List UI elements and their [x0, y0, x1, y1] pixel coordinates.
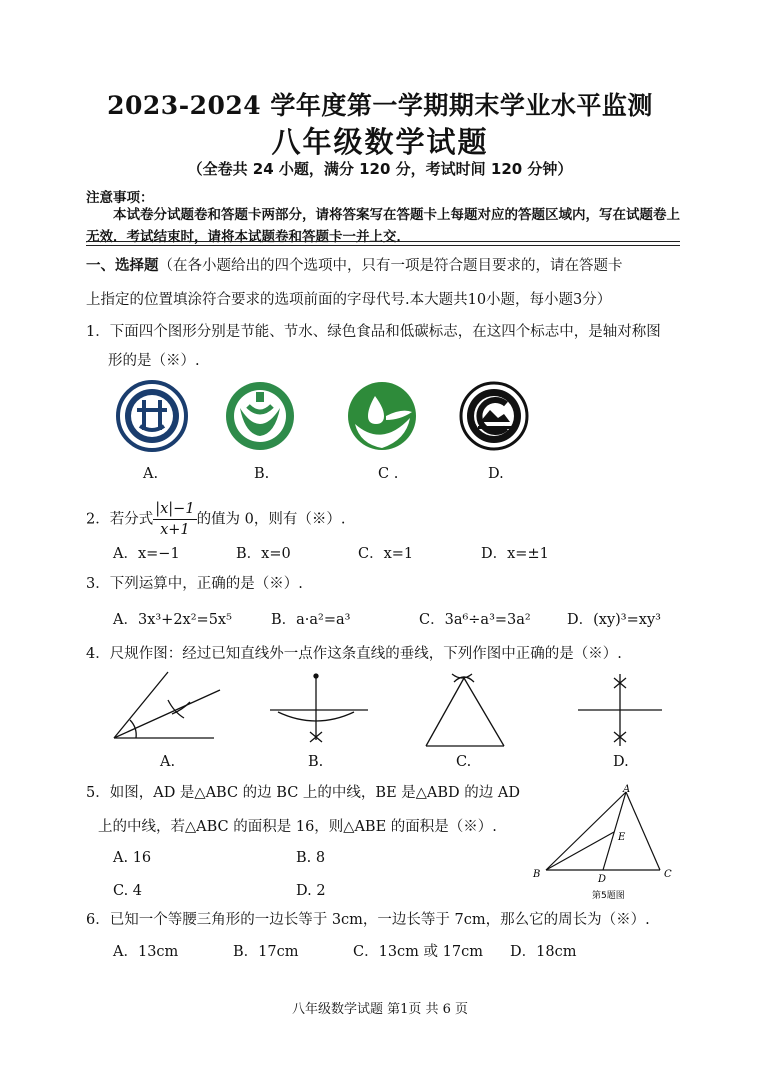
q3-option-c: C．3a⁶÷a³=3a² — [419, 612, 531, 628]
label-a: A — [623, 784, 631, 795]
divider-line — [86, 241, 680, 242]
q4-option-b: B. — [308, 754, 324, 770]
q6-option-a: A．13cm — [113, 944, 179, 960]
q1-option-d: D. — [488, 466, 504, 482]
q4-option-d: D. — [613, 754, 629, 770]
q3-option-b: B．a·a²=a³ — [271, 612, 351, 628]
low-carbon-logo — [461, 383, 527, 449]
exam-title: 2023-2024 学年度第一学期期末学业水平监测 — [107, 91, 653, 120]
q5-option-a: A. 16 — [113, 850, 152, 866]
q2-option-c: C．x=1 — [358, 546, 414, 562]
notice-heading: 注意事项： — [86, 190, 154, 206]
q6-option-b: B．17cm — [233, 944, 299, 960]
q5-figure — [528, 782, 678, 904]
q3-option-d: D．(xy)³=xy³ — [567, 612, 661, 628]
q2-prefix: 2．若分式 — [86, 511, 154, 528]
water-saving-logo — [226, 382, 294, 450]
q1-option-a: A. — [143, 466, 159, 482]
q2-fraction — [153, 499, 196, 540]
q4-option-c: C. — [456, 754, 472, 770]
q2-suffix: 的值为 0，则有（※）. — [196, 511, 346, 528]
q6-stem: 6．已知一个等腰三角形的一边长等于 3cm，一边长等于 7cm，那么它的周长为（※）. — [86, 912, 650, 928]
q6-option-c: C．13cm 或 17cm — [353, 944, 483, 960]
label-d: D — [598, 874, 607, 885]
q2-numerator: |x|−1 — [153, 499, 196, 520]
section-desc-2: 上指定的位置填涂符合要求的选项前面的字母代号.本大题共10小题，每小题3分） — [86, 292, 612, 308]
exam-subject: 八年级数学试题 — [271, 125, 489, 159]
page-footer: 八年级数学试题 第1页 共 6 页 — [291, 1002, 469, 1017]
q5-option-d: D. 2 — [296, 883, 326, 899]
energy-saving-logo — [118, 382, 186, 450]
q2-option-b: B．x=0 — [236, 546, 291, 562]
construction-b — [270, 674, 368, 742]
green-food-logo — [348, 382, 416, 450]
q3-option-a: A．3x³+2x²=5x⁵ — [113, 612, 232, 628]
q1-line2: 形的是（※）. — [108, 353, 200, 369]
label-b: B — [533, 869, 541, 880]
q2-option-a: A．x=−1 — [113, 546, 180, 562]
label-e: E — [618, 832, 626, 843]
q2-denominator: x+1 — [160, 522, 190, 538]
q4-constructions — [106, 668, 676, 752]
divider-line — [86, 245, 680, 246]
label-c: C — [664, 869, 672, 880]
q1-logos — [110, 378, 540, 458]
exam-subtitle: （全卷共 24 小题，满分 120 分，考试时间 120 分钟） — [187, 160, 573, 178]
notice-body: 本试卷分试题卷和答题卡两部分，请将答案写在答题卡上每题对应的答题区域内，写在试题卷上无效．考试结束时，请将本试题卷和答题卡一并上交． — [86, 207, 680, 245]
q2-stem — [86, 499, 346, 540]
q5-line1: 5．如图，AD 是△ABC 的边 BC 上的中线，BE 是△ABD 的边 AD — [86, 785, 520, 801]
section-desc-1: （在各小题给出的四个选项中，只有一项是符合题目要求的，请在答题卡 — [158, 258, 623, 274]
construction-d — [578, 674, 662, 746]
q1-option-b: B. — [254, 466, 270, 482]
figure-caption: 第5题图 — [592, 891, 625, 901]
q1-line1: 1．下面四个图形分别是节能、节水、绿色食品和低碳标志，在这四个标志中，是轴对称图 — [86, 324, 661, 340]
section-name: 一、选择题 — [86, 258, 159, 274]
q5-option-c: C. 4 — [113, 883, 143, 899]
q4-option-a: A. — [160, 754, 176, 770]
q6-option-d: D．18cm — [510, 944, 577, 960]
section-header — [86, 256, 623, 276]
construction-a — [114, 672, 220, 738]
construction-c — [426, 674, 504, 746]
q4-stem: 4．尺规作图：经过已知直线外一点作这条直线的垂线，下列作图中正确的是（※）. — [86, 646, 622, 662]
q5-option-b: B. 8 — [296, 850, 326, 866]
q3-stem: 3．下列运算中，正确的是（※）. — [86, 576, 303, 592]
q5-line2: 上的中线，若△ABC 的面积是 16，则△ABE 的面积是（※）. — [98, 819, 497, 835]
q2-option-d: D．x=±1 — [481, 546, 549, 562]
q1-option-c: C . — [378, 466, 399, 482]
